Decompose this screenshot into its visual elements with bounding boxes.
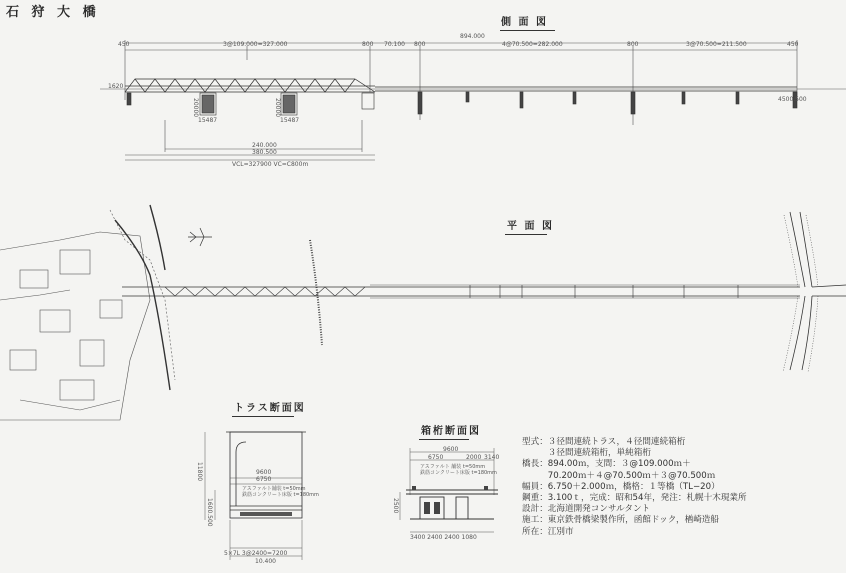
truss-dim-11800: 11800 bbox=[196, 462, 203, 482]
dim-total-length: 894.000 bbox=[460, 33, 485, 40]
dim-bottom-1: 240.000 bbox=[252, 142, 277, 149]
box-dim-2000: 2000 bbox=[466, 454, 482, 461]
truss-dim-width: 10.400 bbox=[255, 558, 276, 565]
dim-girder-spans-b: 3@70.500=211.500 bbox=[686, 41, 747, 48]
spec-line: 所在：江別市 bbox=[522, 526, 574, 537]
box-dim-6750: 6750 bbox=[428, 454, 444, 461]
dim-pier-height-1: 20000 bbox=[192, 98, 199, 118]
dim-70100: 70.100 bbox=[384, 41, 405, 48]
spec-line: 70.200ｍ＋４@70.500ｍ＋３@70.500ｍ bbox=[522, 470, 716, 481]
pier-tag-2: 15487 bbox=[280, 117, 300, 124]
page-title: 石 狩 大 橋 bbox=[6, 5, 100, 20]
truss-note-1: アスファルト舗装 t=50mm bbox=[242, 486, 306, 492]
spec-line: 橋長：894.00ｍ，支間：３@109.000ｍ＋ bbox=[522, 459, 691, 470]
spec-line: 設計：北海道開発コンサルタント bbox=[522, 504, 651, 515]
dim-800-c: 800 bbox=[627, 41, 639, 48]
spec-line: ３径間連続箱桁，単純箱桁 bbox=[522, 448, 651, 459]
dim-left-end: 450 bbox=[118, 41, 130, 48]
pier-tag-1: 15487 bbox=[198, 117, 218, 124]
box-dim-bottom: 3400 2400 2400 1080 bbox=[410, 534, 477, 541]
dim-girder-spans-a: 4@70.500=282.000 bbox=[502, 41, 563, 48]
side-view-title: 側 面 図 bbox=[501, 17, 548, 28]
truss-section-title: トラス断面図 bbox=[234, 403, 306, 414]
box-dim-3140: 3140 bbox=[484, 454, 500, 461]
box-dim-9600: 9600 bbox=[443, 446, 459, 453]
spec-line: 施工：東京鉄骨橋梁製作所，函館ドック，楢崎造船 bbox=[522, 515, 719, 526]
box-note-2: 鉄筋コンクリート床版 t=180mm bbox=[420, 470, 497, 476]
truss-dim-height: 1600.500 bbox=[206, 498, 213, 527]
dim-height-left: 1620 bbox=[108, 83, 124, 90]
vertical-curve-note: VCL=327900 VC=C800m bbox=[232, 161, 309, 168]
truss-note-2: 鉄筋コンクリート床版 t=180mm bbox=[242, 492, 319, 498]
box-dim-height: 2500 bbox=[392, 498, 399, 514]
spec-line: 型式：３径間連続トラス，４径間連続箱桁 bbox=[522, 437, 686, 447]
spec-line: 鋼重：3.100ｔ，完成：昭和54年，発注：札幌十木現業所 bbox=[522, 493, 747, 504]
dim-bottom-2: 380.500 bbox=[252, 149, 277, 156]
dim-truss-spans: 3@109.000=327.000 bbox=[223, 41, 288, 48]
dim-800-b: 800 bbox=[414, 41, 426, 48]
dim-pier-height-2: 20000 bbox=[274, 98, 281, 118]
dim-right-end: 450 bbox=[787, 41, 799, 48]
box-note-1: アスファルト 舗装 t=50mm bbox=[420, 464, 486, 470]
bridge-specifications bbox=[522, 437, 747, 538]
truss-dim-6750: 6750 bbox=[256, 476, 272, 483]
truss-dim-bottom: 5×7L 3@2400=7200 bbox=[224, 550, 288, 557]
dim-800-a: 800 bbox=[362, 41, 374, 48]
plan-view-title: 平 面 図 bbox=[507, 221, 554, 232]
spec-line: 幅員：6.750＋2.000ｍ，橋格：１等橋（TL−20） bbox=[522, 481, 720, 492]
box-section-title: 箱桁断面図 bbox=[421, 426, 481, 437]
dim-height-right: 4500.500 bbox=[778, 96, 807, 103]
truss-dim-9600: 9600 bbox=[256, 469, 272, 476]
